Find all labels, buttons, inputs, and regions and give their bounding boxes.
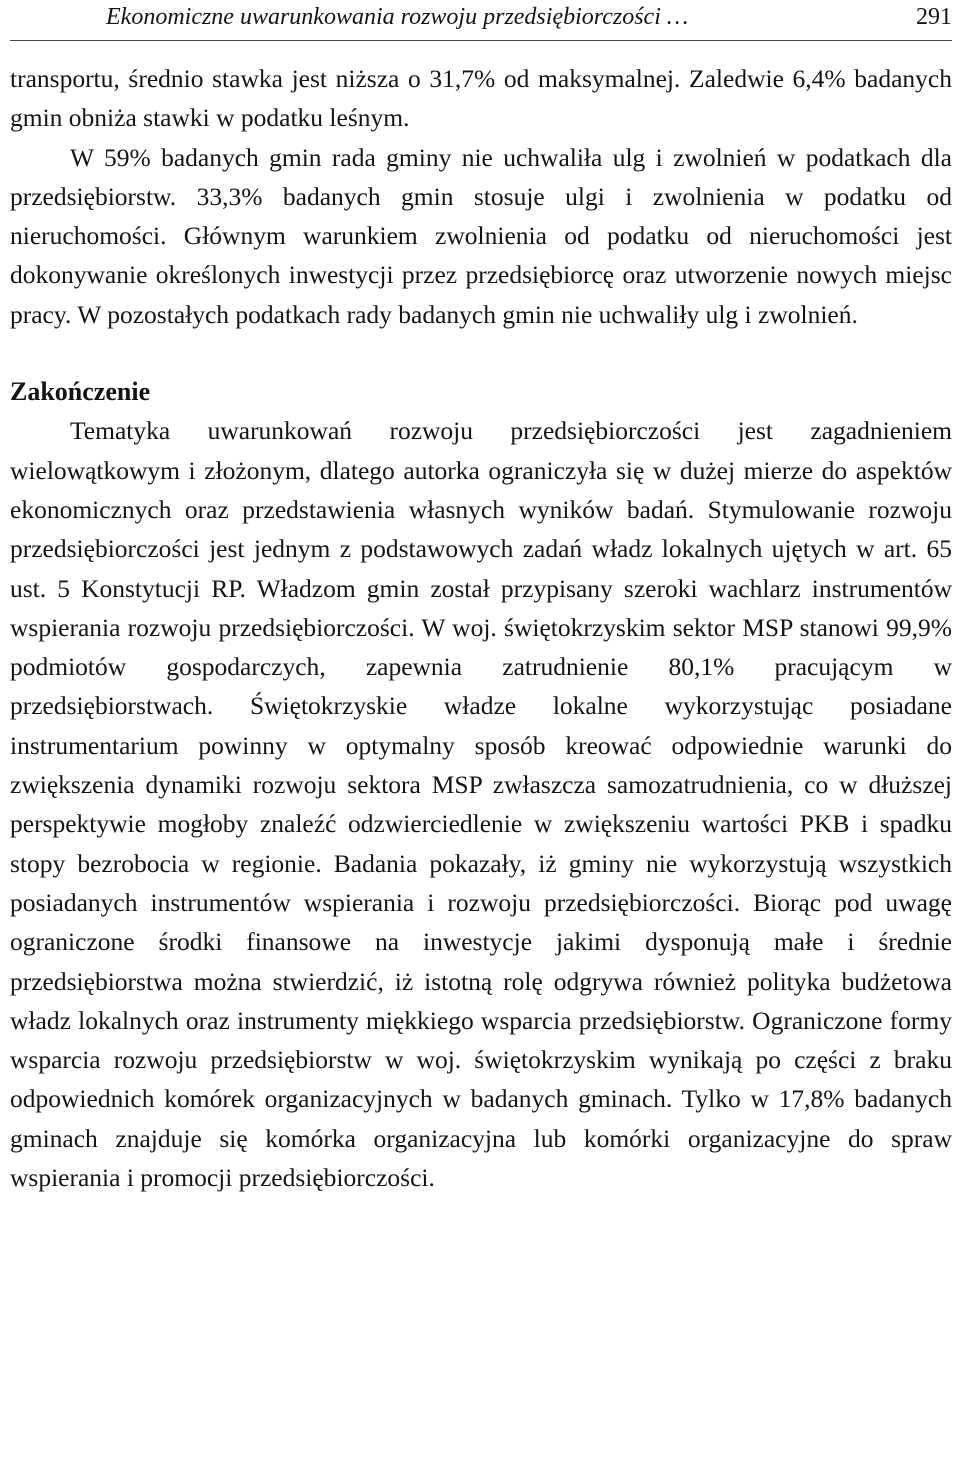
paragraph-continued: transportu, średnio stawka jest niższa o 31,7% od maksymalnej. Zaledwie 6,4% badanych gmin obniża stawki w podatku leśnym. <box>10 64 952 133</box>
paragraph-conclusion: Tematyka uwarunkowań rozwoju przedsiębiorczości jest zagadnieniem wielowątkowym i złożonym, dlatego autorka ograniczyła się w dużej mierze do aspektów ekonomicznych oraz przedstawienia własnych wyników badań. Stymulowanie rozwoju przedsiębiorczości jest jednym z podstawowych zadań władz lokalnych ujętych w art. 65 ust. 5 Konstytucji RP. Władzom gmin został przypisany szeroki wachlarz instrumentów wspierania rozwoju przedsiębiorczości. W woj. świętokrzyskim sektor MSP stanowi 99,9% podmiotów gospodarczych, zapewnia zatrudnienie 80,1% pracującym w przedsiębiorstwach. Świętokrzyskie władze lokalne wykorzystując posiadane instrumentarium powinny w optymalny sposób kreować odpowiednie warunki do zwiększenia dynamiki rozwoju sektora MSP zwłaszcza samozatrudnienia, co w dłuższej perspektywie mogłoby znaleźć odzwierciedlenie w zwiększeniu wartości PKB i spadku stopy bezrobocia w regionie. Badania pokazały, iż gminy nie wykorzystują wszystkich posiadanych instrumentów wspierania i rozwoju przedsiębiorczości. Biorąc pod uwagę ograniczone środki finansowe na inwestycje jakimi dysponują małe i średnie przedsiębiorstwa można stwierdzić, iż istotną rolę odgrywa również polityka budżetowa władz lokalnych oraz instrumenty miękkiego wsparcia przedsiębiorstw. Ograniczone formy wsparcia rozwoju przedsiębiorstw w woj. świętokrzyskim wynikają po części z braku odpowiednich komórek organizacyjnych w badanych gminach. Tylko w 17,8% badanych gminach znajduje się komórka organizacyjna lub komórki organizacyjne do spraw wspierania i promocji przedsiębiorczości. <box>10 416 952 1193</box>
section-heading-conclusion: Zakończenie <box>10 377 151 407</box>
running-title: Ekonomiczne uwarunkowania rozwoju przedsiębiorczości … <box>106 4 689 30</box>
page-number: 291 <box>916 4 952 30</box>
running-header <box>10 0 952 41</box>
paragraph-tax-relief: W 59% badanych gmin rada gminy nie uchwaliła ulg i zwolnień w podatkach dla przedsiębiorstw. 33,3% badanych gmin stosuje ulgi i zwolnienia w podatku od nieruchomości. Głównym warunkiem zwolnienia od podatku od nieruchomości jest dokonywanie określonych inwestycji przez przedsiębiorcę oraz utworzenie nowych miejsc pracy. W pozostałych podatkach rady badanych gmin nie uchwaliły ulg i zwolnień. <box>10 142 952 329</box>
document-page <box>10 0 952 1197</box>
body-text <box>10 59 952 1197</box>
